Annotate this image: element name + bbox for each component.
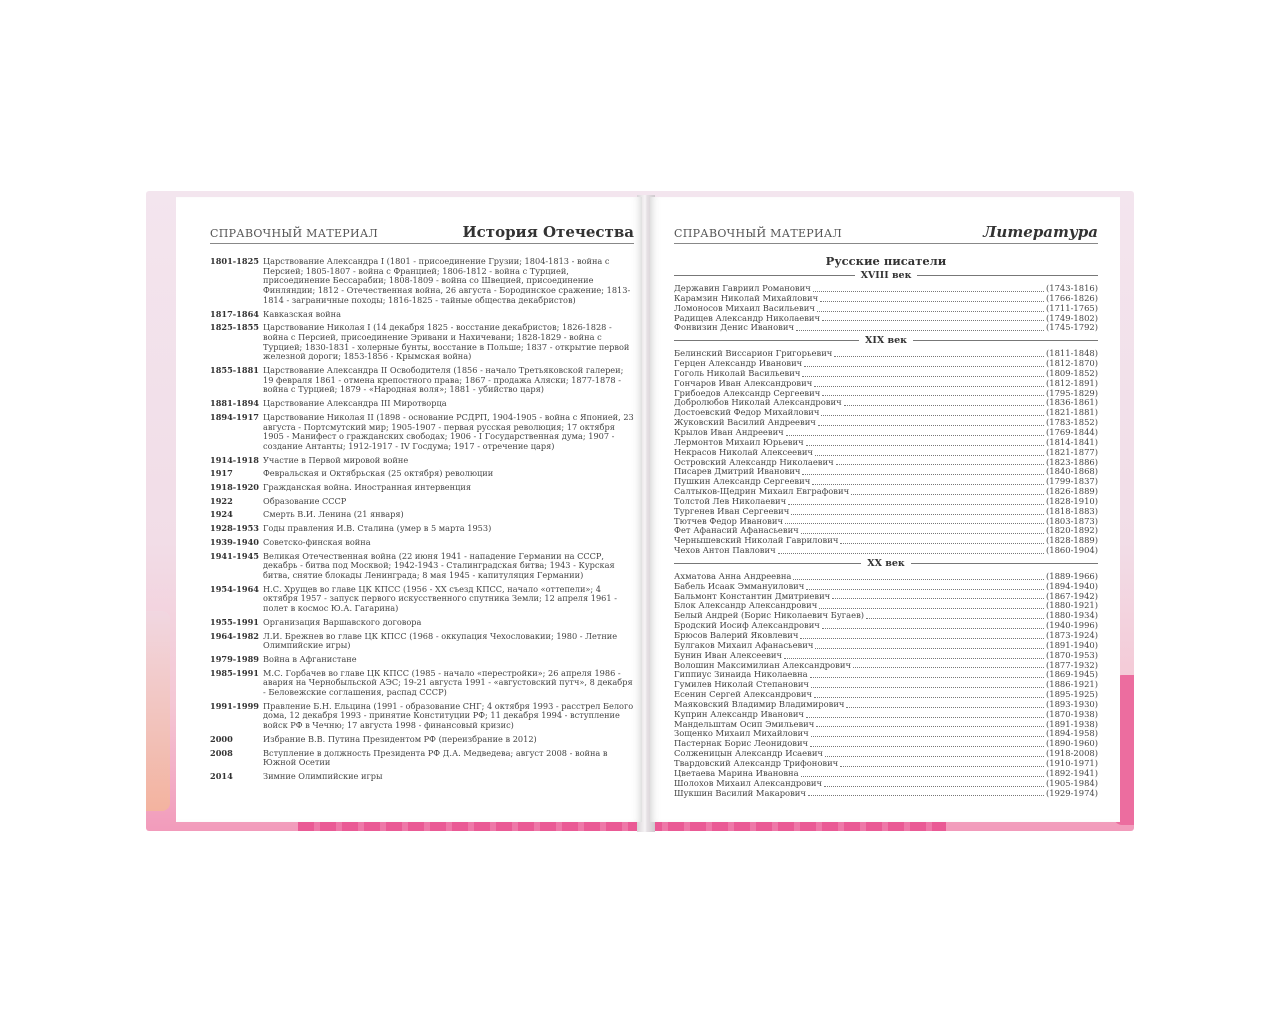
writer-years: (1840-1868): [1046, 466, 1098, 477]
writer-name: Грибоедов Александр Сергеевич: [674, 387, 821, 398]
writer-years: (1745-1792): [1046, 322, 1098, 333]
writer-years: (1890-1960): [1046, 738, 1098, 749]
writer-name: Гоголь Николай Васильевич: [674, 367, 801, 378]
writer-name: Салтыков-Щедрин Михаил Евграфович: [674, 486, 850, 497]
timeline-year: 1964-1982: [210, 630, 259, 641]
dot-leader: [810, 670, 1044, 678]
dot-leader: [793, 572, 1044, 580]
writer-years: (1893-1930): [1046, 698, 1098, 709]
writer-years: (1821-1881): [1046, 407, 1098, 418]
writer-years: (1711-1765): [1046, 302, 1098, 313]
timeline-event: Царствование Александра III Миротворца: [263, 398, 447, 409]
writer-name: Державин Гавриил Романович: [674, 283, 811, 293]
timeline-year: 1939-1940: [210, 536, 259, 547]
writer-name: Ахматова Анна Андреевна: [674, 570, 792, 581]
timeline-event: Гражданская война. Иностранная интервенция: [263, 482, 472, 493]
writer-name: Писарев Дмитрий Иванович: [674, 466, 801, 477]
writer-years: (1795-1829): [1046, 387, 1098, 398]
timeline-event: Февральская и Октябрьская (25 октября) революции: [263, 468, 494, 479]
timeline-year: 1914-1918: [210, 454, 259, 465]
writer-years: (1766-1826): [1046, 292, 1098, 303]
writer-name: Герцен Александр Иванович: [674, 358, 803, 369]
timeline-row: [210, 618, 634, 628]
writer-name: Пастернак Борис Леонидович: [674, 738, 809, 749]
dot-leader: [791, 507, 1044, 515]
writer-row: [674, 789, 1098, 799]
dot-leader: [820, 294, 1044, 302]
dot-leader: [846, 700, 1044, 708]
writer-name: Бальмонт Константин Дмитриевич: [674, 590, 831, 601]
writer-years: (1918-2008): [1046, 748, 1098, 759]
writer-name: Шукшин Василий Макарович: [674, 787, 806, 798]
dot-leader: [814, 690, 1044, 698]
writer-years: (1940-1996): [1046, 620, 1098, 631]
writer-years: (1910-1971): [1046, 757, 1098, 768]
timeline-row: [210, 497, 634, 507]
writer-row: [674, 546, 1098, 556]
dot-leader: [832, 592, 1044, 600]
timeline-event: Н.С. Хрущев во главе ЦК КПСС (1956 - XX съезд КПСС, начало «оттепели»; 4 октября 1957 - запуск первого искусственного спутника Земли; 12 апреля 1961 - полет в космос Ю.А. Гагарина): [263, 583, 617, 614]
timeline-event: Образование СССР: [263, 495, 347, 506]
century-heading: [674, 558, 1098, 569]
dot-leader: [778, 546, 1044, 554]
left-page: [176, 197, 642, 822]
writer-name: Чернышевский Николай Гаврилович: [674, 535, 839, 546]
right-page-header: [674, 221, 1098, 244]
dot-leader: [816, 720, 1044, 728]
writer-name: Тургенев Иван Сергеевич: [674, 505, 790, 516]
dot-leader: [814, 379, 1044, 387]
writer-name: Блок Александр Александрович: [674, 600, 818, 611]
timeline-year: 1941-1945: [210, 550, 259, 561]
writer-name: Радищев Александр Николаевич: [674, 312, 821, 323]
writer-name: Гончаров Иван Александрович: [674, 377, 813, 388]
dot-leader: [784, 651, 1044, 659]
dot-leader: [822, 621, 1044, 629]
timeline-year: 1985-1991: [210, 667, 259, 678]
writer-years: (1895-1925): [1046, 689, 1098, 700]
right-header-title: Литература: [983, 223, 1098, 241]
dot-leader: [812, 477, 1044, 485]
dot-leader: [800, 631, 1044, 639]
timeline-year: 1922: [210, 495, 233, 506]
timeline-event: Организация Варшавского договора: [263, 616, 422, 627]
dot-leader: [801, 526, 1044, 534]
writer-years: (1860-1904): [1046, 545, 1098, 556]
dot-leader: [866, 611, 1044, 619]
writer-years: (1812-1870): [1046, 358, 1098, 369]
writer-years: (1783-1852): [1046, 417, 1098, 428]
writer-years: (1812-1891): [1046, 377, 1098, 388]
timeline-event: Война в Афганистане: [263, 653, 357, 664]
timeline-year: 1917: [210, 468, 233, 479]
writer-name: Тютчев Федор Иванович: [674, 515, 783, 526]
right-page: [650, 197, 1120, 822]
dot-leader: [818, 418, 1044, 426]
timeline-row: [210, 323, 634, 362]
writer-years: (1769-1844): [1046, 426, 1098, 437]
writer-years: (1818-1883): [1046, 505, 1098, 516]
writer-years: (1799-1837): [1046, 476, 1098, 487]
timeline-year: 1954-1964: [210, 583, 259, 594]
dot-leader: [806, 710, 1044, 718]
writer-years: (1870-1938): [1046, 708, 1098, 719]
dot-leader: [801, 769, 1044, 777]
timeline-row: [210, 310, 634, 320]
timeline-row: [210, 655, 634, 665]
timeline-row: [210, 538, 634, 548]
timeline-year: 1928-1953: [210, 523, 259, 534]
writer-years: (1891-1940): [1046, 639, 1098, 650]
timeline-event: Великая Отечественная война (22 июня 1941 - нападение Германии на СССР, декабрь - битва под Москвой; 1942-1943 - Сталинградская битва; 1943 - Курская битва, снятие блокады Ленинграда; 8 мая 1945 - капитуляция Германии): [263, 550, 615, 580]
section-title: Русские писатели: [825, 254, 947, 268]
timeline-event: Избрание В.В. Путина Президентом РФ (переизбрание в 2012): [263, 733, 537, 744]
writer-years: (1821-1877): [1046, 446, 1098, 457]
dot-leader: [836, 458, 1044, 466]
timeline-row: [210, 669, 634, 698]
timeline-row: [210, 366, 634, 395]
writer-years: (1880-1921): [1046, 600, 1098, 611]
dot-leader: [811, 729, 1044, 737]
writer-years: (1891-1938): [1046, 718, 1098, 729]
writers-list: [674, 254, 1098, 798]
dot-leader: [821, 408, 1044, 416]
dot-leader: [825, 749, 1044, 757]
dot-leader: [840, 759, 1044, 767]
timeline-year: 2000: [210, 733, 233, 744]
century-label: XIX век: [865, 335, 907, 347]
writer-name: Крылов Иван Андреевич: [674, 426, 784, 437]
writer-name: Маяковский Владимир Владимирович: [674, 698, 845, 709]
dot-leader: [815, 448, 1044, 456]
writer-name: Фет Афанасий Афанасьевич: [674, 525, 799, 536]
writer-name: Островский Александр Николаевич: [674, 456, 834, 467]
dot-leader: [844, 398, 1044, 406]
timeline-row: [210, 413, 634, 452]
timeline-row: [210, 399, 634, 409]
dot-leader: [811, 680, 1044, 688]
writer-name: Шолохов Михаил Александрович: [674, 777, 823, 788]
timeline-event: Царствование Александра I (1801 - присоединение Грузии; 1804-1813 - война с Персией; 1805-1807 - война с Францией; 1806-1812 - война с Турцией, присоединение Бессарабии; 1808-1809 - война со Швецией, присоединение Финляндии; 1812 - Отечественная война, 26 августа - Бородинское сражение; 1813-1814 - заграничные походы; 1816-1825 - тайные общества декабристов): [263, 256, 631, 305]
writer-name: Чехов Антон Павлович: [674, 545, 776, 556]
history-timeline: [210, 257, 634, 782]
writer-row: [674, 323, 1098, 333]
century-heading: [674, 335, 1098, 346]
writer-years: (1877-1932): [1046, 659, 1098, 670]
timeline-year: 1918-1920: [210, 482, 259, 493]
writer-name: Куприн Александр Иванович: [674, 708, 804, 719]
timeline-event: Смерть В.И. Ленина (21 января): [263, 509, 404, 520]
writer-years: (1743-1816): [1046, 283, 1098, 293]
writer-years: (1889-1966): [1046, 570, 1098, 581]
writer-name: Булгаков Михаил Афанасьевич: [674, 639, 814, 650]
writer-years: (1873-1924): [1046, 630, 1098, 640]
writer-years: (1894-1940): [1046, 580, 1098, 591]
dot-leader: [808, 789, 1044, 797]
timeline-row: [210, 585, 634, 614]
timeline-row: [210, 749, 634, 768]
writer-years: (1828-1910): [1046, 495, 1098, 506]
timeline-row: [210, 735, 634, 745]
writer-name: Есенин Сергей Александрович: [674, 689, 812, 700]
left-header-label: СПРАВОЧНЫЙ МАТЕРИАЛ: [210, 227, 379, 240]
timeline-row: [210, 772, 634, 782]
timeline-event: Царствование Николая II (1898 - основание РСДРП, 1904-1905 - война с Японией, 23 августа - Портсмутский мир; 1905-1907 - первая русская революция; 17 октября 1905 - Манифест о гражданских свободах; 1906 - I Государственная дума; 1907 - создание Антанты; 1912-1917 - IV Госдума; 1917 - отречение царя): [263, 411, 634, 451]
writer-name: Пушкин Александр Сергеевич: [674, 476, 811, 487]
timeline-year: 1991-1999: [210, 700, 259, 711]
dot-leader: [813, 284, 1044, 292]
dot-leader: [785, 517, 1044, 525]
writer-years: (1880-1934): [1046, 610, 1098, 621]
writer-name: Бабель Исаак Эммануилович: [674, 580, 805, 591]
timeline-row: [210, 456, 634, 466]
writer-name: Мандельштам Осип Эмильевич: [674, 718, 815, 729]
writer-years: (1905-1984): [1046, 777, 1098, 788]
timeline-year: 1817-1864: [210, 308, 259, 319]
dot-leader: [819, 601, 1044, 609]
writer-name: Некрасов Николай Алексеевич: [674, 446, 813, 457]
writer-years: (1886-1921): [1046, 679, 1098, 690]
dot-leader: [853, 661, 1044, 669]
writer-name: Ломоносов Михаил Васильевич: [674, 302, 815, 313]
timeline-event: Участие в Первой мировой войне: [263, 454, 409, 465]
timeline-event: Л.И. Брежнев во главе ЦК КПСС (1968 - оккупация Чехословакии; 1980 - Летние Олимпийские игры): [263, 630, 618, 651]
century-label: XX век: [867, 557, 905, 569]
timeline-year: 1855-1881: [210, 365, 259, 376]
dot-leader: [788, 497, 1044, 505]
timeline-event: Царствование Николая I (14 декабря 1825 - восстание декабристов; 1826-1828 - война с Персией, присоединение Эривани и Нахичевани; 1828-1829 - война с Турцией; 1830-1831 - холерные бунты, восстание в Польше; 1837 - открытие первой железной дороги; 1853-1856 - Крымская война): [263, 322, 630, 362]
timeline-year: 2008: [210, 747, 233, 758]
century-heading: [674, 270, 1098, 281]
writer-years: (1811-1848): [1046, 348, 1098, 359]
writer-years: (1828-1889): [1046, 535, 1098, 546]
writer-years: (1823-1886): [1046, 456, 1098, 467]
left-header-title: История Отечества: [462, 223, 634, 241]
writer-years: (1809-1852): [1046, 367, 1098, 378]
writer-years: (1836-1861): [1046, 397, 1098, 408]
timeline-row: [210, 257, 634, 306]
dot-leader: [806, 582, 1044, 590]
writer-years: (1820-1892): [1046, 525, 1098, 536]
dot-leader: [851, 487, 1044, 495]
timeline-event: Вступление в должность Президента РФ Д.А. Медведева; август 2008 - война в Южной Осетии: [263, 747, 608, 768]
dot-leader: [815, 641, 1044, 649]
writer-name: Зощенко Михаил Михайлович: [674, 728, 809, 739]
timeline-year: 1924: [210, 509, 233, 520]
timeline-event: Зимние Олимпийские игры: [263, 770, 383, 781]
writer-name: Фонвизин Денис Иванович: [674, 322, 795, 333]
timeline-year: 1894-1917: [210, 411, 259, 422]
dot-leader: [806, 438, 1044, 446]
writer-years: (1814-1841): [1046, 436, 1098, 447]
writer-name: Брюсов Валерий Яковлевич: [674, 630, 799, 640]
dot-leader: [810, 739, 1044, 747]
writer-name: Твардовский Александр Трифонович: [674, 757, 839, 768]
writer-years: (1749-1802): [1046, 312, 1098, 323]
writer-name: Бродский Иосиф Александрович: [674, 620, 820, 631]
timeline-event: Царствование Александра II Освободителя (1856 - начало Третьяковской галереи; 19 февраля 1861 - отмена крепостного права; 1867 - продажа Аляски; 1877-1878 - война с Турцией; 1879 - «Народная воля»; 1881 - убийство царя): [263, 365, 624, 395]
writer-years: (1929-1974): [1046, 787, 1098, 798]
writer-name: Белый Андрей (Борис Николаевич Бугаев): [674, 610, 865, 621]
writer-name: Достоевский Федор Михайлович: [674, 407, 820, 418]
dot-leader: [817, 304, 1044, 312]
writer-years: (1867-1942): [1046, 590, 1098, 601]
writer-years: (1894-1958): [1046, 728, 1098, 739]
timeline-year: 1881-1894: [210, 398, 259, 409]
writer-name: Белинский Виссарион Григорьевич: [674, 348, 833, 359]
dot-leader: [796, 323, 1044, 331]
timeline-row: [210, 469, 634, 479]
timeline-row: [210, 524, 634, 534]
writer-name: Гумилев Николай Степанович: [674, 679, 809, 690]
writer-years: (1869-1945): [1046, 669, 1098, 680]
timeline-event: Советско-финская война: [263, 536, 371, 547]
timeline-year: 1955-1991: [210, 616, 259, 627]
timeline-row: [210, 552, 634, 581]
timeline-event: Правление Б.Н. Ельцина (1991 - образование СНГ; 4 октября 1993 - расстрел Белого дома, 12 декабря 1993 - принятие Конституции РФ; 11 декабря 1994 - вступление войск РФ в Чечню; 17 августа 1998 - финансовый кризис): [263, 700, 634, 731]
timeline-event: М.С. Горбачев во главе ЦК КПСС (1985 - начало «перестройки»; 26 апреля 1986 - авария на Чернобыльской АЭС; 19-21 августа 1991 - «августовский путч», 8 декабря - Беловежские соглашения, распад СССР): [263, 667, 633, 698]
writer-name: Карамзин Николай Михайлович: [674, 292, 819, 303]
writer-name: Солженицын Александр Исаевич: [674, 748, 823, 759]
timeline-event: Годы правления И.В. Сталина (умер в 5 марта 1953): [263, 523, 492, 534]
dot-leader: [822, 389, 1044, 397]
writer-name: Лермонтов Михаил Юрьевич: [674, 436, 804, 447]
writer-years: (1803-1873): [1046, 515, 1098, 526]
timeline-year: 1825-1855: [210, 322, 259, 333]
writer-name: Добролюбов Николай Александрович: [674, 397, 842, 408]
writer-name: Гиппиус Зинаида Николаевна: [674, 669, 808, 680]
writer-name: Жуковский Василий Андреевич: [674, 417, 816, 428]
timeline-year: 1801-1825: [210, 256, 259, 266]
timeline-row: [210, 483, 634, 493]
timeline-event: Кавказская война: [263, 308, 341, 319]
dot-leader: [822, 314, 1044, 322]
right-header-label: СПРАВОЧНЫЙ МАТЕРИАЛ: [674, 227, 843, 240]
writer-name: Бунин Иван Алексеевич: [674, 649, 783, 660]
dot-leader: [824, 779, 1044, 787]
left-page-header: [210, 221, 634, 244]
dot-leader: [802, 467, 1044, 475]
dot-leader: [840, 536, 1044, 544]
timeline-row: [210, 702, 634, 731]
writer-years: (1826-1889): [1046, 486, 1098, 497]
dot-leader: [804, 359, 1044, 367]
dot-leader: [802, 369, 1044, 377]
writer-name: Волошин Максимилиан Александрович: [674, 659, 851, 670]
writer-name: Толстой Лев Николаевич: [674, 495, 787, 506]
cover-decoration-left: [146, 611, 170, 811]
dot-leader: [834, 349, 1044, 357]
timeline-row: [210, 510, 634, 520]
timeline-year: 1979-1989: [210, 653, 259, 664]
timeline-year: 2014: [210, 770, 233, 781]
dot-leader: [786, 428, 1044, 436]
timeline-row: [210, 632, 634, 651]
century-label: XVIII век: [860, 270, 912, 281]
writer-years: (1892-1941): [1046, 767, 1098, 778]
writer-years: (1870-1953): [1046, 649, 1098, 660]
writer-name: Цветаева Марина Ивановна: [674, 767, 799, 778]
